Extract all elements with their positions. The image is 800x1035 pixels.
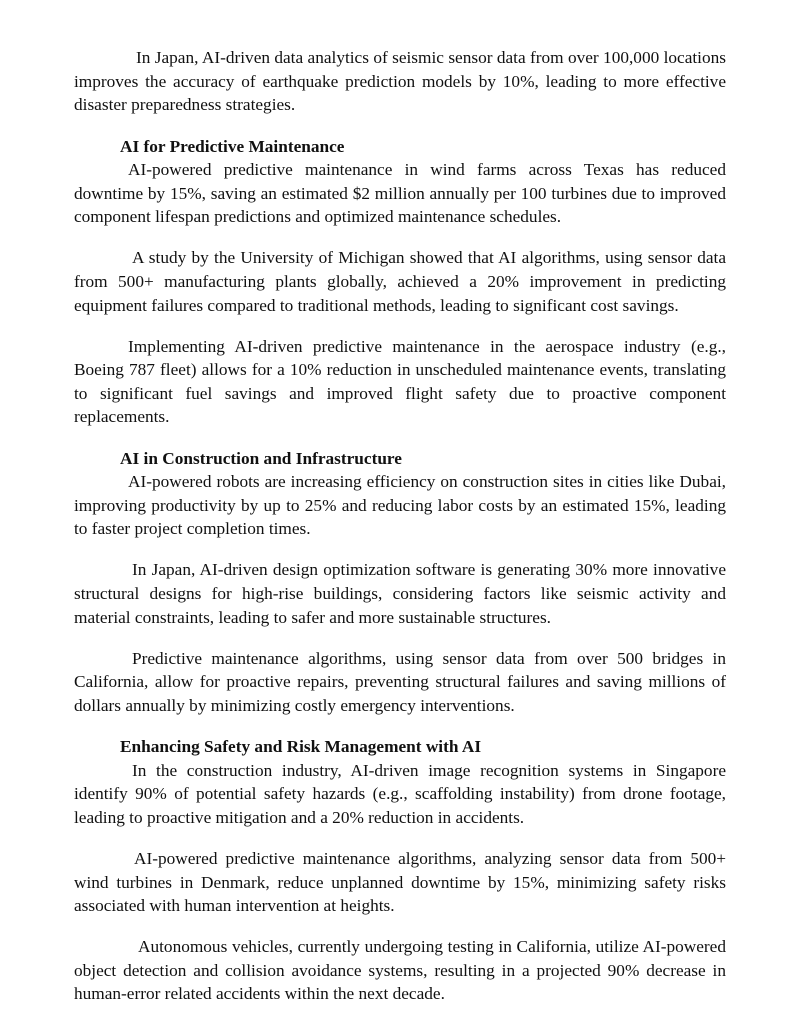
paragraph-dubai-robots: AI-powered robots are increasing efficiency on construction sites in cities like Dubai, improving productivity by up to 25% and reducing labor costs by an estimated 15%, leading to faster project completion times.	[74, 472, 726, 539]
paragraph-california-bridges: Predictive maintenance algorithms, using sensor data from over 500 bridges in California, allow for proactive repairs, preventing structural failures and saving millions of dollars annually by minimizing costly emergency interventions.	[74, 648, 726, 715]
paragraph-aerospace-maintenance: Implementing AI-driven predictive maintenance in the aerospace industry (e.g., Boeing 787 fleet) allows for a 10% reduction in unscheduled maintenance events, translating to significant fuel savings and improved flight safety due to proactive component replacements.	[74, 336, 726, 427]
paragraph-autonomous-vehicles: Autonomous vehicles, currently undergoing testing in California, utilize AI-powered object detection and collision avoidance systems, resulting in a projected 90% decrease in human-error related accidents within the next decade.	[74, 937, 726, 1004]
paragraph-denmark-turbines: AI-powered predictive maintenance algorithms, analyzing sensor data from 500+ wind turbines in Denmark, reduce unplanned downtime by 15%, minimizing safety risks associated with human intervention at heights.	[74, 848, 726, 916]
paragraph-japan-seismic: In Japan, AI-driven data analytics of seismic sensor data from over 100,000 locations improves the accuracy of earthquake prediction models by 10%, leading to more effective disaster preparedness strategies.	[74, 48, 726, 115]
document-page	[74, 46, 726, 1006]
paragraph-singapore-safety: In the construction industry, AI-driven image recognition systems in Singapore identify 90% of potential safety hazards (e.g., scaffolding instability) from drone footage, leading to proactive mitigation and a 20% reduction in accidents.	[74, 760, 726, 827]
heading-predictive-maintenance: AI for Predictive Maintenance	[120, 136, 345, 156]
paragraph-michigan-study: A study by the University of Michigan showed that AI algorithms, using sensor data from 500+ manufacturing plants globally, achieved a 20% improvement in predicting equipment failures compared to traditional methods, leading to significant cost savings.	[74, 248, 726, 315]
paragraph-japan-design: In Japan, AI-driven design optimization software is generating 30% more innovative structural designs for high-rise buildings, considering factors like seismic activity and material constraints, leading to safer and more sustainable structures.	[74, 560, 726, 627]
heading-construction-infrastructure: AI in Construction and Infrastructure	[120, 448, 402, 468]
heading-safety-risk: Enhancing Safety and Risk Management with AI	[120, 737, 482, 757]
paragraph-texas-wind-farms: AI-powered predictive maintenance in wind farms across Texas has reduced downtime by 15%, saving an estimated $2 million annually per 100 turbines due to improved component lifespan predictions and optimized maintenance schedules.	[74, 160, 726, 227]
